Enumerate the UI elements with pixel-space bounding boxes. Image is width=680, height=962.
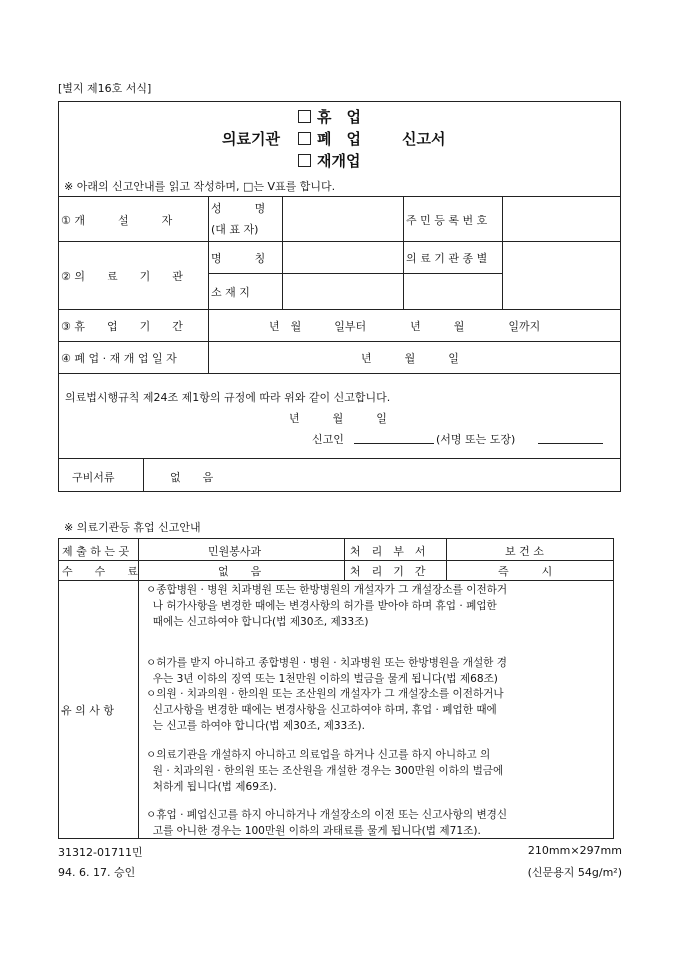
resident-number-field[interactable] bbox=[503, 197, 620, 240]
title-name-label: 명 칭 bbox=[211, 252, 266, 265]
checkbox[interactable] bbox=[298, 154, 311, 167]
paper-type: (신문용지 54g/m²) bbox=[527, 866, 622, 879]
guide-heading: ※ 의료기관등 휴업 신고안내 bbox=[64, 521, 201, 534]
period-value: 즉 시 bbox=[498, 565, 553, 578]
suspension-period-value[interactable]: 년 월 일부터 년 월 일까지 bbox=[269, 320, 541, 333]
option-close[interactable]: 폐 업 bbox=[298, 128, 361, 149]
period-label: 처 리 기 간 bbox=[350, 565, 426, 578]
representative-label: (대 표 자) bbox=[211, 223, 259, 236]
submit-label: 제 출 하 는 곳 bbox=[62, 545, 130, 558]
note-item: ㅇ의료기관을 개설하지 아니하고 의료업을 하거나 신고를 하지 아니하고 의 원 · 치과의원 · 한의원 또는 조산원을 개설한 경우는 300만원 이하의 벌금에 처하게 됩니다(법 제69조). bbox=[146, 749, 504, 793]
founder-label: ① 개 설 자 bbox=[61, 214, 173, 227]
institution-type-label: 의 료 기 관 종 별 bbox=[406, 252, 488, 265]
resident-number-label: 주 민 등 록 번 호 bbox=[406, 214, 488, 227]
submit-value: 민원봉사과 bbox=[208, 545, 262, 558]
suspension-period-label: ③ 휴 업 기 간 bbox=[61, 320, 183, 333]
close-date-value[interactable]: 년 월 일 bbox=[361, 352, 459, 365]
note-item: ㅇ종합병원 · 병원 치과병원 또는 한방병원의 개설자가 그 개설장소를 이전하거 나 허가사항을 변경한 때에는 변경사항의 허가를 받아야 하며 휴업 · 폐업한 때에는 신고하여야 합니다(법 제30조, 제33조) bbox=[146, 584, 508, 628]
docs-label: 구비서류 bbox=[72, 471, 115, 484]
instruction: ※ 아래의 신고안내를 읽고 작성하며, □는 V표를 합니다. bbox=[64, 180, 336, 193]
note-item: ㅇ의원 · 치과의원 · 한의원 또는 조산원의 개설자가 그 개설장소를 이전하거나 신고사항을 변경한 때에는 변경사항을 신고하여야 하며, 휴업 · 폐업한 때에 는 신고를 하여야 합니다(법 제30조, 제33조). bbox=[146, 688, 504, 732]
sign-note: (서명 또는 도장) bbox=[436, 433, 516, 446]
option-suspend[interactable]: 휴 업 bbox=[298, 106, 361, 127]
fee-value: 없 음 bbox=[218, 565, 262, 578]
checkbox[interactable] bbox=[298, 132, 311, 145]
form-reference: [별지 제16호 서식] bbox=[58, 82, 152, 95]
title-suffix: 신고서 bbox=[402, 130, 446, 148]
office-label: 처 리 부 서 bbox=[350, 545, 426, 558]
form-code: 31312-01711민 bbox=[58, 846, 143, 859]
fee-label: 수 수 료 bbox=[62, 565, 138, 578]
signer-field[interactable] bbox=[354, 443, 434, 444]
name-label: 성 명 bbox=[211, 202, 266, 215]
checkbox[interactable] bbox=[298, 110, 311, 123]
paper-size: 210mm×297mm bbox=[527, 844, 622, 857]
signature-field[interactable] bbox=[538, 443, 603, 444]
title-prefix: 의료기관 bbox=[222, 130, 280, 148]
close-date-label: ④ 폐 업 · 재 개 업 일 자 bbox=[61, 352, 177, 365]
name-field[interactable] bbox=[283, 197, 402, 240]
statement-date[interactable]: 년 월 일 bbox=[289, 412, 387, 425]
docs-value: 없 음 bbox=[170, 471, 214, 484]
option-reopen[interactable]: 재개업 bbox=[298, 150, 360, 171]
notes-label: 유 의 사 항 bbox=[61, 704, 114, 717]
institution-label: ② 의 료 기 관 bbox=[61, 270, 183, 283]
approval-date: 94. 6. 17. 승인 bbox=[58, 866, 136, 879]
signer-label: 신고인 bbox=[312, 433, 344, 446]
note-item: ㅇ휴업 · 폐업신고를 하지 아니하거나 개설장소의 이전 또는 신고사항의 변경신 고를 아니한 경우는 100만원 이하의 과태료를 물게 됩니다(법 제71조). bbox=[146, 809, 508, 837]
location-label: 소 재 지 bbox=[211, 286, 250, 299]
statement-text: 의료법시행규칙 제24조 제1항의 규정에 따라 위와 같이 신고합니다. bbox=[65, 391, 391, 404]
note-item: ㅇ허가를 받지 아니하고 종합병원 · 병원 · 치과병원 또는 한방병원을 개설한 경 우는 3년 이하의 징역 또는 1천만원 이하의 벌금을 물게 됩니다(법 제68조) bbox=[146, 657, 508, 685]
office-value: 보 건 소 bbox=[505, 545, 544, 558]
